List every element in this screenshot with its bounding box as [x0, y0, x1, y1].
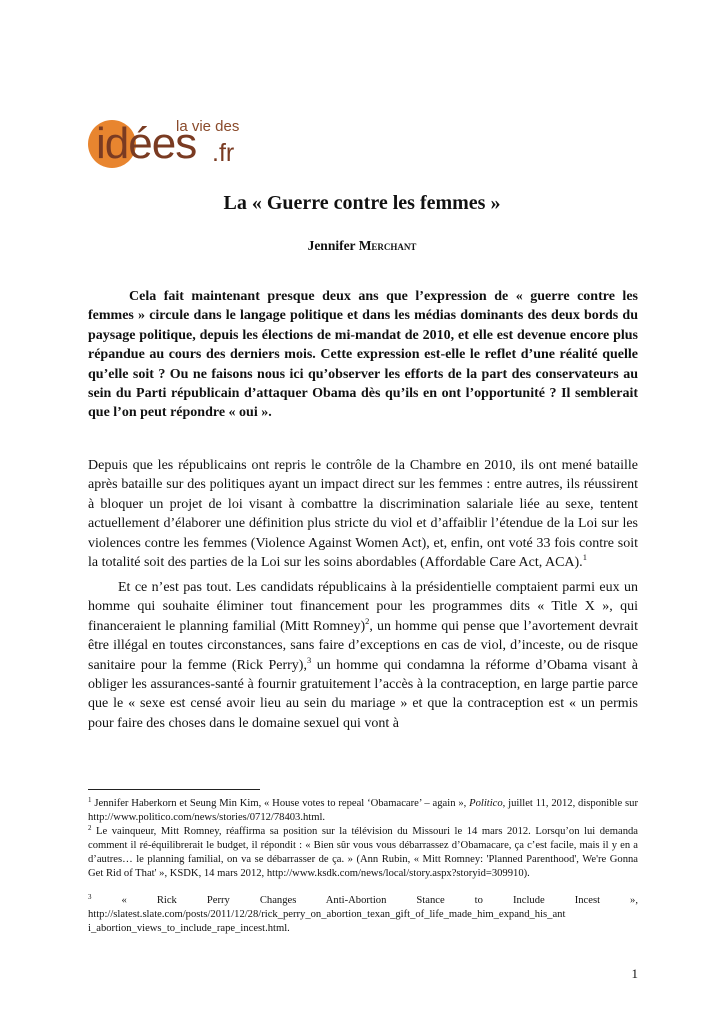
logo-wordmark: idées	[96, 119, 197, 168]
footnote-3-url-line-2[interactable]: i_abortion_views_to_include_rape_incest.html.	[88, 922, 290, 934]
footnote-ref-3[interactable]: 3	[306, 654, 312, 665]
footnote-ref-1[interactable]: 1	[582, 552, 587, 563]
body-paragraph-1	[88, 456, 638, 572]
footnote-2-number: 2	[88, 824, 92, 832]
article-abstract: Cela fait maintenant presque deux ans que l’expression de « guerre contre les femmes » circule dans le langage politique et dans les médias dominants des deux bords du paysage politique, depuis les élections de mi-mandat de 2010, et elle est devenue encore plus répandue au cours des derniers mois. Cette expression est-elle le reflet d’une réalité quelle qu’elle soit ? Ou ne faisons nous ici qu’observer les efforts de la part des conservateurs au sein du Parti républicain d’attaquer Obama dès qu’ils en ont l’opportunité ? Il semblerait que l’on peut répondre « oui ».	[88, 289, 638, 421]
footnote-3-url-line-1[interactable]: http://slatest.slate.com/posts/2011/12/28/rick_perry_on_abortion_texan_gift_of_life_made_him_expand_his_ant	[88, 908, 566, 920]
page-number: 1	[631, 966, 638, 981]
footnote-1	[88, 797, 638, 825]
author-first-name: Jennifer	[307, 238, 359, 253]
article-author	[0, 238, 724, 254]
footnote-1-source: Politico	[469, 798, 503, 809]
paragraph-1-text: Depuis que les républicains ont repris le contrôle de la Chambre en 2010, ils ont mené bataille après bataille sur des politiques ayant un impact direct sur les femmes : entre autres, ils réussirent à bloquer un projet de loi visant à combattre la discrimination salariale liée au sexe, tentent actuellement d’élaborer une définition plus stricte du viol et d’affaiblir l’étendue de la Loi sur les violences contre les femmes (Violence Against Women Act), et, enfin, ont voté 33 fois contre soit la totalité soit des parties de la Loi sur les soins abordables (Affordable Care Act, ACA).	[88, 458, 638, 571]
logo-suffix: .fr	[212, 139, 235, 167]
footnote-3-title: « Rick Perry Changes Anti-Abortion Stance to Include Incest »,	[91, 895, 638, 906]
footnote-2-text: Le vainqueur, Mitt Romney, réaffirma sa position sur la télévision du Missouri le 14 mars 2012. Lorsqu’on lui demanda comment il ré-équilibrerait le budget, il répondit : « Bien sûr vous vous débarrassez d’Obamacare, ça c’est facile, mais il y en a d’autres… le planning familial, on va se débarrasser de ça. » (Ann Rubin, « Mitt Romney: 'Planned Parenthood', We're Gonna Get Rid of That' », KSDK, 14 mars 2012, http://www.ksdk.com/news/local/story.aspx?storyid=309910).	[88, 826, 638, 879]
article-title: La « Guerre contre les femmes »	[223, 192, 501, 214]
footnote-3-number: 3	[88, 893, 92, 901]
footnote-3	[88, 894, 638, 936]
footnote-1-text-a: Jennifer Haberkorn et Seung Min Kim, « House votes to repeal ‘Obamacare’ – again »,	[91, 798, 470, 809]
footnote-1-number: 1	[88, 796, 92, 804]
footnote-separator	[88, 789, 260, 790]
body-paragraph-2	[88, 578, 638, 733]
laviedesidees-logo	[88, 114, 258, 176]
author-last-name: Merchant	[358, 238, 417, 253]
paragraph-2-text-b: , un homme qui pense que l’avortement devrait être illégal en toutes circonstances, sans faire d’exceptions en cas de viol, d’inceste, ou de risque sanitaire pour la femme (Rick Perry),	[88, 618, 638, 673]
paragraph-2-text-c: un homme qui condamna la réforme d’Obama visant à obliger les assurances-santé à fournir gratuitement l’accès à la contraception, en large partie parce que le « sexe est censé avoir lieu au sein du mariage » et que la contraception est « un permis pour faire des choses dans le domaine sexuel qui vont à	[88, 657, 638, 731]
logo-tagline: la vie des	[176, 118, 240, 135]
footnote-2	[88, 825, 638, 881]
footnote-3-line-1	[88, 894, 638, 908]
paragraph-2-text-a: Et ce n’est pas tout. Les candidats républicains à la présidentielle comptaient parmi eux un homme qui souhaite éliminer tout financement pour les programmes dits « Title X », qui financeraient le planning familial (Mitt Romney)	[88, 580, 638, 634]
footnote-1-text-b: , juillet 11, 2012, disponible sur http://www.politico.com/news/stories/0712/78403.html.	[88, 798, 638, 823]
footnote-ref-2[interactable]: 2	[365, 615, 370, 626]
